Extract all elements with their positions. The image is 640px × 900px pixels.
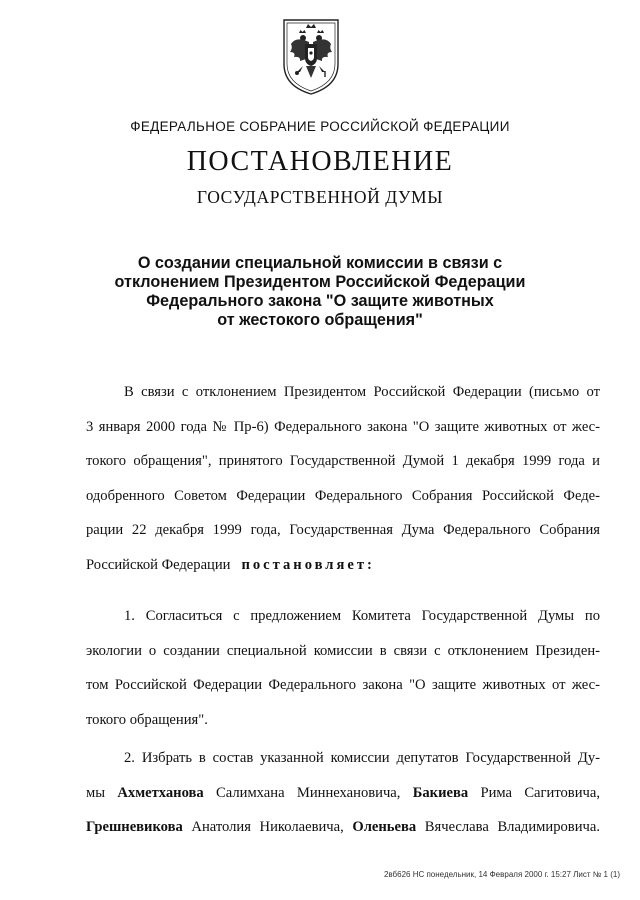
- organization-name: ФЕДЕРАЛЬНОЕ СОБРАНИЕ РОССИЙСКОЙ ФЕДЕРАЦИИ: [130, 119, 510, 134]
- text-line: [86, 810, 600, 845]
- text-line: 2. Избрать в состав указанной комиссии депутатов Государственной Ду-: [124, 750, 600, 766]
- deputy-given-names: Рима Сагитовича,: [480, 784, 600, 801]
- text-fragment: мы: [86, 784, 106, 801]
- deputy-given-names: Вячеслава Владимировича.: [424, 819, 600, 835]
- deputy-given-names: Салимхана Миннехановича,: [216, 784, 401, 801]
- text-line: [86, 776, 600, 811]
- text-line: В связи с отклонением Президентом Российской Федерации (письмо от: [124, 384, 600, 400]
- title-line: Федерального закона "О защите животных: [146, 292, 494, 310]
- deputy-surname: Бакиева: [412, 784, 469, 801]
- text-line: том Российской Федерации Федерального закона "О защите животных от жес-: [86, 677, 600, 693]
- text-line: 1. Согласиться с предложением Комитета Государственной Думы по: [124, 608, 600, 624]
- text-line: одобренного Советом Федерации Федерального Собрания Российской Феде-: [86, 487, 600, 504]
- deputy-surname: Ахметханова: [117, 784, 204, 801]
- title-line: О создании специальной комиссии в связи с: [137, 254, 503, 272]
- text-line: 3 января 2000 года № Пр-6) Федерального закона "О защите животных от жес-: [86, 418, 600, 435]
- text-line: [86, 548, 600, 583]
- document-type: ПОСТАНОВЛЕНИЕ: [186, 146, 454, 177]
- text-line: токого обращения", принятого Государственной Думой 1 декабря 1999 года и: [86, 453, 600, 469]
- deputy-surname: Грешневикова: [86, 819, 183, 835]
- print-footer: 2вб626 НС понедельник, 14 Февраля 2000 г. 15:27 Лист № 1 (1): [383, 870, 620, 879]
- item-2-paragraph: [86, 741, 600, 845]
- item-1-paragraph: [86, 599, 600, 737]
- resolves-keyword: постановляет:: [241, 556, 375, 573]
- deputy-given-names: Анатолия Николаевича,: [191, 819, 344, 835]
- preamble-paragraph: [86, 375, 600, 582]
- text-line: экологии о создании специальной комиссии в связи с отклонением Президен-: [86, 642, 600, 659]
- coat-of-arms-icon: [276, 14, 346, 98]
- preamble-subject: Российской Федерации: [86, 556, 231, 573]
- text-line: токого обращения".: [86, 711, 208, 728]
- document-issuer: ГОСУДАРСТВЕННОЙ ДУМЫ: [196, 187, 444, 207]
- text-line: рации 22 декабря 1999 года, Государственная Дума Федерального Собрания: [86, 522, 600, 538]
- title-line: отклонением Президентом Российской Федерации: [114, 273, 526, 291]
- document-title: [100, 254, 540, 330]
- title-line: от жестокого обращения": [217, 311, 423, 329]
- deputy-surname: Оленьева: [352, 819, 417, 835]
